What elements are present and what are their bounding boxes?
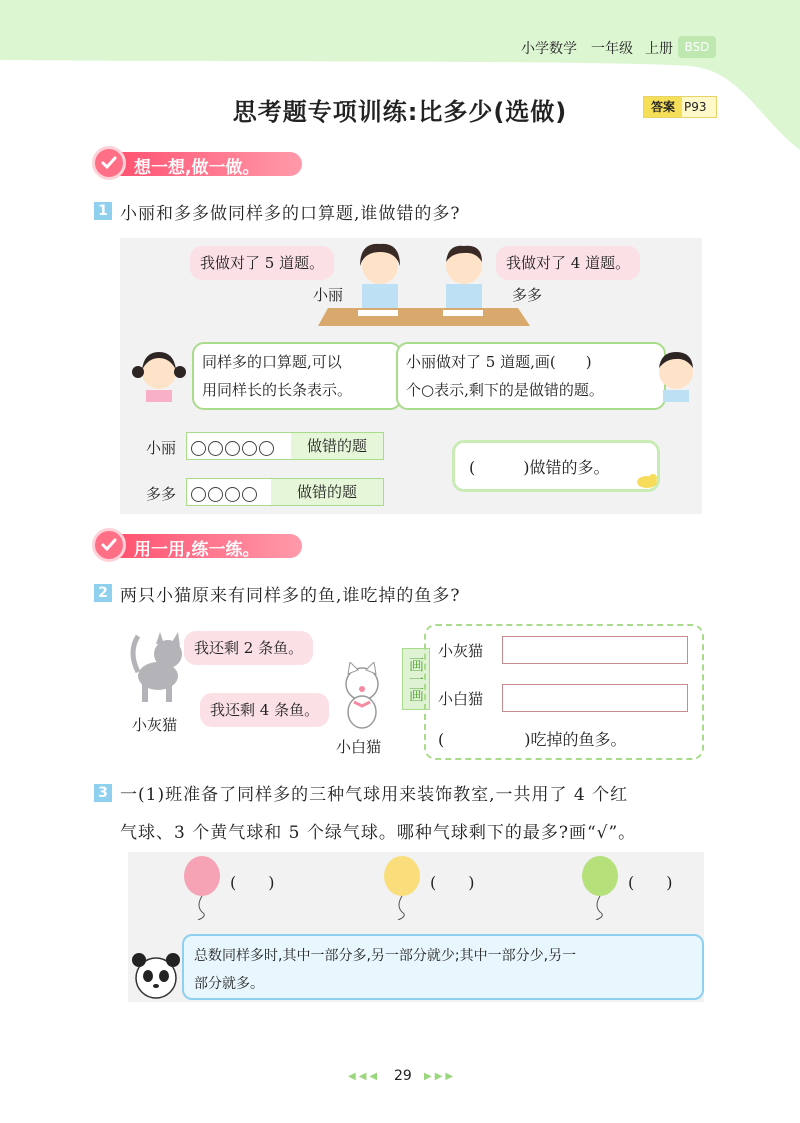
- xiaoli-speech-bubble: 我做对了 5 道题。: [190, 246, 334, 280]
- answer-reference: [643, 96, 717, 118]
- hint-right-line2: 个○表示,剩下的是做错的题。: [406, 381, 604, 399]
- gray-cat-name: 小灰猫: [132, 716, 178, 734]
- duoduo-name: 多多: [512, 286, 543, 304]
- row1-label: 小丽: [146, 439, 177, 457]
- q2-answer-prompt[interactable]: ( )吃掉的鱼多。: [438, 730, 627, 749]
- section-label: 用一用,练一练。: [134, 540, 260, 560]
- duoduo-bar: [186, 478, 384, 506]
- tip-box: [182, 934, 704, 1000]
- white-cat-illustration: [334, 662, 390, 732]
- header-subject: 小学数学: [521, 41, 577, 57]
- white-cat-name: 小白猫: [336, 738, 382, 756]
- section-label: 想一想,做一做。: [134, 158, 260, 178]
- white-cat-bubble: 我还剩 4 条鱼。: [200, 693, 329, 727]
- q1-answer-prompt[interactable]: ( )做错的多。: [469, 458, 610, 477]
- row2-label: 多多: [146, 485, 177, 503]
- answer-label: 答案: [644, 97, 682, 117]
- xiaoli-bar: [186, 432, 384, 460]
- draw-row1-label: 小灰猫: [438, 642, 484, 660]
- circle-mark: [208, 487, 223, 502]
- hint-box-right: [396, 342, 666, 410]
- hint-left-line2: 用同样长的长条表示。: [202, 381, 353, 399]
- gray-cat-illustration: [128, 622, 192, 706]
- balloon-icon: [580, 856, 624, 920]
- page-number: 29: [394, 1068, 412, 1084]
- circle-mark: [242, 441, 257, 456]
- hint-right-line1: 小丽做对了 5 道题,画( ): [406, 353, 592, 371]
- draw-tag: 画一画: [402, 648, 430, 710]
- check-icon: [92, 528, 126, 562]
- circle-mark: [191, 487, 206, 502]
- boy-avatar-icon: [650, 346, 702, 402]
- footer-arrows-right-icon: ▶▶▶: [424, 1071, 457, 1082]
- question-number: 1: [94, 202, 112, 220]
- girl-avatar-icon: [130, 346, 188, 402]
- section-banner-practice: [92, 528, 302, 562]
- q1-answer-box: [452, 440, 660, 492]
- draw-row2-label: 小白猫: [438, 690, 484, 708]
- tip-line2: 部分就多。: [194, 976, 264, 992]
- circle-mark: [191, 441, 206, 456]
- circle-mark: [225, 487, 240, 502]
- panda-icon: [130, 948, 182, 1002]
- balloon-icon: [382, 856, 426, 920]
- question-line1: 一(1)班准备了同样多的三种气球用来装饰教室,一共用了 4 个红: [120, 785, 629, 805]
- question-text: 小丽和多多做同样多的口算题,谁做错的多?: [120, 204, 461, 224]
- balloon-icon: [182, 856, 226, 920]
- gray-cat-draw-box[interactable]: [502, 636, 688, 664]
- answer-page: P93: [684, 100, 707, 114]
- duoduo-wrong-cell: 做错的题: [271, 479, 383, 505]
- question-number: 3: [94, 784, 112, 802]
- header-volume: 上册: [645, 41, 673, 57]
- duoduo-speech-bubble: 我做对了 4 道题。: [496, 246, 640, 280]
- balloon-answer-paren[interactable]: ( ): [430, 873, 475, 892]
- circle-mark: [225, 441, 240, 456]
- kids-at-desk-illustration: [318, 238, 530, 328]
- xiaoli-wrong-cell: 做错的题: [291, 433, 383, 459]
- balloon-answer-paren[interactable]: ( ): [230, 873, 275, 892]
- duoduo-circles: [191, 484, 259, 503]
- hint-left-line1: 同样多的口算题,可以: [202, 353, 342, 371]
- balloon-answer-paren[interactable]: ( ): [628, 873, 673, 892]
- circle-mark: [208, 441, 223, 456]
- gray-cat-bubble: 我还剩 2 条鱼。: [184, 631, 313, 665]
- circle-mark: [242, 487, 257, 502]
- header-band: [0, 0, 800, 150]
- section-banner-think: [92, 146, 302, 180]
- white-cat-draw-box[interactable]: [502, 684, 688, 712]
- xiaoli-name: 小丽: [313, 286, 344, 304]
- question-line2: 气球、3 个黄气球和 5 个绿气球。哪种气球剩下的最多?画“√”。: [120, 823, 637, 843]
- hint-box-left: [192, 342, 402, 410]
- question-text: 两只小猫原来有同样多的鱼,谁吃掉的鱼多?: [120, 586, 461, 606]
- tip-line1: 总数同样多时,其中一部分多,另一部分就少;其中一部分少,另一: [194, 948, 577, 964]
- circle-mark: [259, 441, 274, 456]
- edition-badge: BSD: [678, 36, 716, 58]
- check-icon: [92, 146, 126, 180]
- header-grade: 一年级: [591, 41, 633, 57]
- footer-arrows-left-icon: ◀◀◀: [348, 1071, 381, 1082]
- bird-icon: [635, 471, 659, 489]
- page-title: 思考题专项训练:比多少(选做): [232, 98, 568, 126]
- xiaoli-circles: [191, 438, 276, 457]
- question-number: 2: [94, 584, 112, 602]
